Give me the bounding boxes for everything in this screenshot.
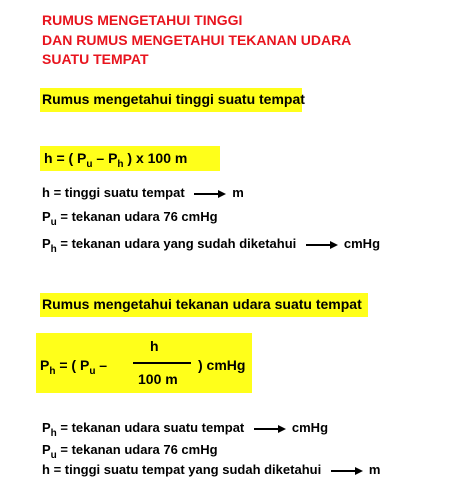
- title-line-1: RUMUS MENGETAHUI TINGGI: [42, 12, 243, 28]
- pressure-formula: [36, 333, 252, 393]
- fraction-denominator: 100 m: [138, 371, 178, 387]
- def-var: P: [42, 420, 51, 435]
- formula-minus: –: [95, 357, 108, 373]
- def-pu: [42, 209, 218, 228]
- def-var: h: [42, 185, 50, 200]
- def-text: = tinggi suatu tempat yang sudah diketahui: [49, 462, 322, 477]
- arrow-right-icon: [194, 190, 226, 198]
- def2-h: [42, 462, 380, 477]
- fraction-bar: [133, 362, 191, 364]
- def-text: = tekanan udara suatu tempat: [56, 420, 245, 435]
- def-sub: h: [50, 244, 57, 255]
- section2-heading: Rumus mengetahui tekanan udara suatu tempat: [40, 293, 368, 317]
- formula-lhs: [40, 357, 108, 377]
- def-text: = tekanan udara 76 cmHg: [56, 209, 218, 224]
- formula-lhs: h = ( P: [44, 150, 87, 166]
- formula-sub-u: u: [89, 366, 96, 377]
- def-var: P: [42, 209, 51, 224]
- def2-pu: [42, 442, 218, 461]
- formula-rhs: ) x 100 m: [123, 150, 188, 166]
- def-sub: u: [50, 450, 57, 461]
- def-unit: cmHg: [343, 236, 381, 251]
- def-unit: m: [368, 462, 381, 477]
- fraction-numerator: h: [150, 338, 159, 354]
- arrow-right-icon: [306, 241, 338, 249]
- formula-minus: – P: [92, 150, 118, 166]
- def-var: P: [42, 442, 51, 457]
- height-formula: [40, 146, 220, 171]
- def-sub: h: [50, 428, 57, 439]
- def-text: = tekanan udara 76 cmHg: [56, 442, 218, 457]
- arrow-right-icon: [331, 467, 363, 475]
- def-unit: cmHg: [291, 420, 329, 435]
- formula-sub-u: u: [86, 159, 93, 170]
- def2-ph: [42, 420, 329, 439]
- formula-rhs: ) cmHg: [198, 357, 246, 373]
- def-var: h: [42, 462, 50, 477]
- title-line-2: DAN RUMUS MENGETAHUI TEKANAN UDARA: [42, 32, 352, 48]
- def-unit: m: [232, 185, 244, 200]
- def-ph: [42, 236, 381, 255]
- title-line-3: SUATU TEMPAT: [42, 51, 149, 67]
- formula-lhs-p: P: [40, 357, 50, 373]
- def-var: P: [42, 236, 51, 251]
- formula-eq: = ( P: [55, 357, 90, 373]
- section1-heading: Rumus mengetahui tinggi suatu tempat: [40, 88, 302, 112]
- formula-sub-h: h: [117, 159, 124, 170]
- arrow-right-icon: [254, 425, 286, 433]
- def-text: = tekanan udara yang sudah diketahui: [56, 236, 297, 251]
- def-text: = tinggi suatu tempat: [49, 185, 185, 200]
- def-h: [42, 185, 244, 200]
- def-sub: u: [50, 217, 57, 228]
- formula-lhs-sub: h: [49, 366, 56, 377]
